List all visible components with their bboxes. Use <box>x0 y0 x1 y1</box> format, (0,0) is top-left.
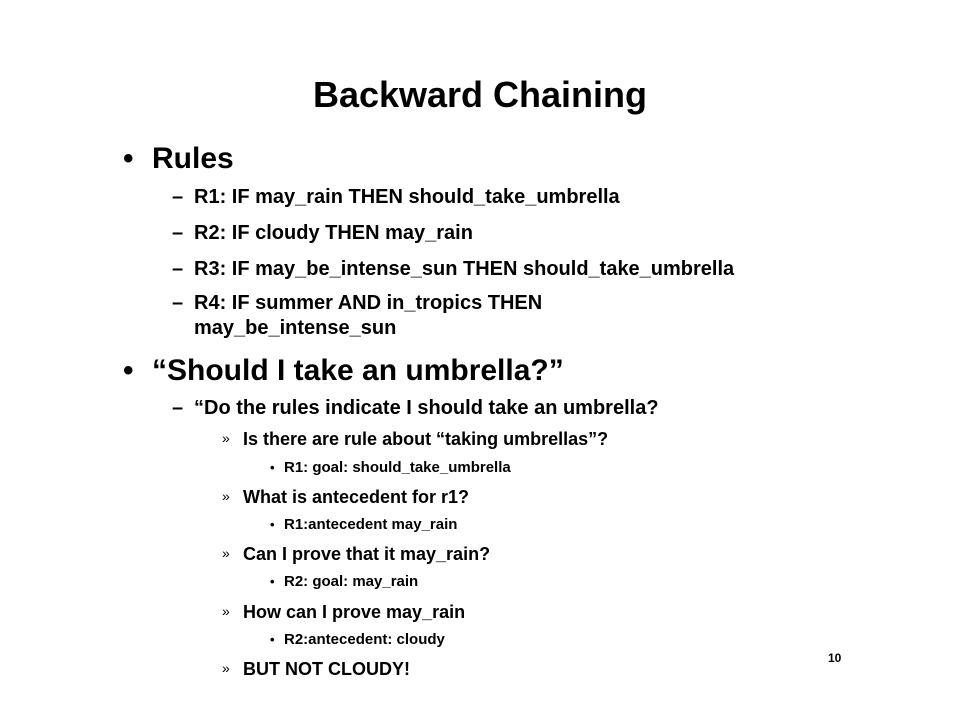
chevron-marker: » <box>222 430 230 446</box>
dash-marker: – <box>172 222 184 244</box>
rule-r3: R3: IF may_be_intense_sun THEN should_take_umbrella <box>194 258 735 280</box>
page-number: 10 <box>828 651 842 665</box>
chevron-marker: » <box>222 660 230 676</box>
slide-title: Backward Chaining <box>312 74 648 115</box>
rule-r4-line1: R4: IF summer AND in_tropics THEN <box>194 292 543 314</box>
question-heading: “Should I take an umbrella?” <box>152 354 564 387</box>
small-bullet-marker: • <box>270 632 275 647</box>
step-answer: R2:antecedent: cloudy <box>284 631 445 648</box>
step-question: Is there are rule about “taking umbrellas”? <box>243 429 609 449</box>
dash-marker: – <box>172 258 184 280</box>
step-question: Can I prove that it may_rain? <box>243 544 491 564</box>
bullet-marker: • <box>123 142 134 175</box>
dash-marker: – <box>172 292 184 314</box>
small-bullet-marker: • <box>270 574 275 589</box>
dash-marker: – <box>172 397 184 419</box>
small-bullet-marker: • <box>270 517 275 532</box>
step-answer: R1:antecedent may_rain <box>284 516 458 533</box>
rule-r4-line2: may_be_intense_sun <box>194 317 397 339</box>
step-question: What is antecedent for r1? <box>243 487 470 507</box>
chevron-marker: » <box>222 488 230 504</box>
rule-r1: R1: IF may_rain THEN should_take_umbrella <box>194 186 620 208</box>
step-answer: R2: goal: may_rain <box>284 573 419 590</box>
rules-heading: Rules <box>152 142 234 175</box>
question-sub: “Do the rules indicate I should take an umbrella? <box>194 397 659 419</box>
step-question: BUT NOT CLOUDY! <box>243 659 410 679</box>
chevron-marker: » <box>222 545 230 561</box>
chevron-marker: » <box>222 603 230 619</box>
small-bullet-marker: • <box>270 460 275 475</box>
rule-r2: R2: IF cloudy THEN may_rain <box>194 222 473 244</box>
bullet-marker: • <box>123 354 134 387</box>
dash-marker: – <box>172 186 184 208</box>
step-answer: R1: goal: should_take_umbrella <box>284 459 511 476</box>
step-question: How can I prove may_rain <box>243 602 466 622</box>
